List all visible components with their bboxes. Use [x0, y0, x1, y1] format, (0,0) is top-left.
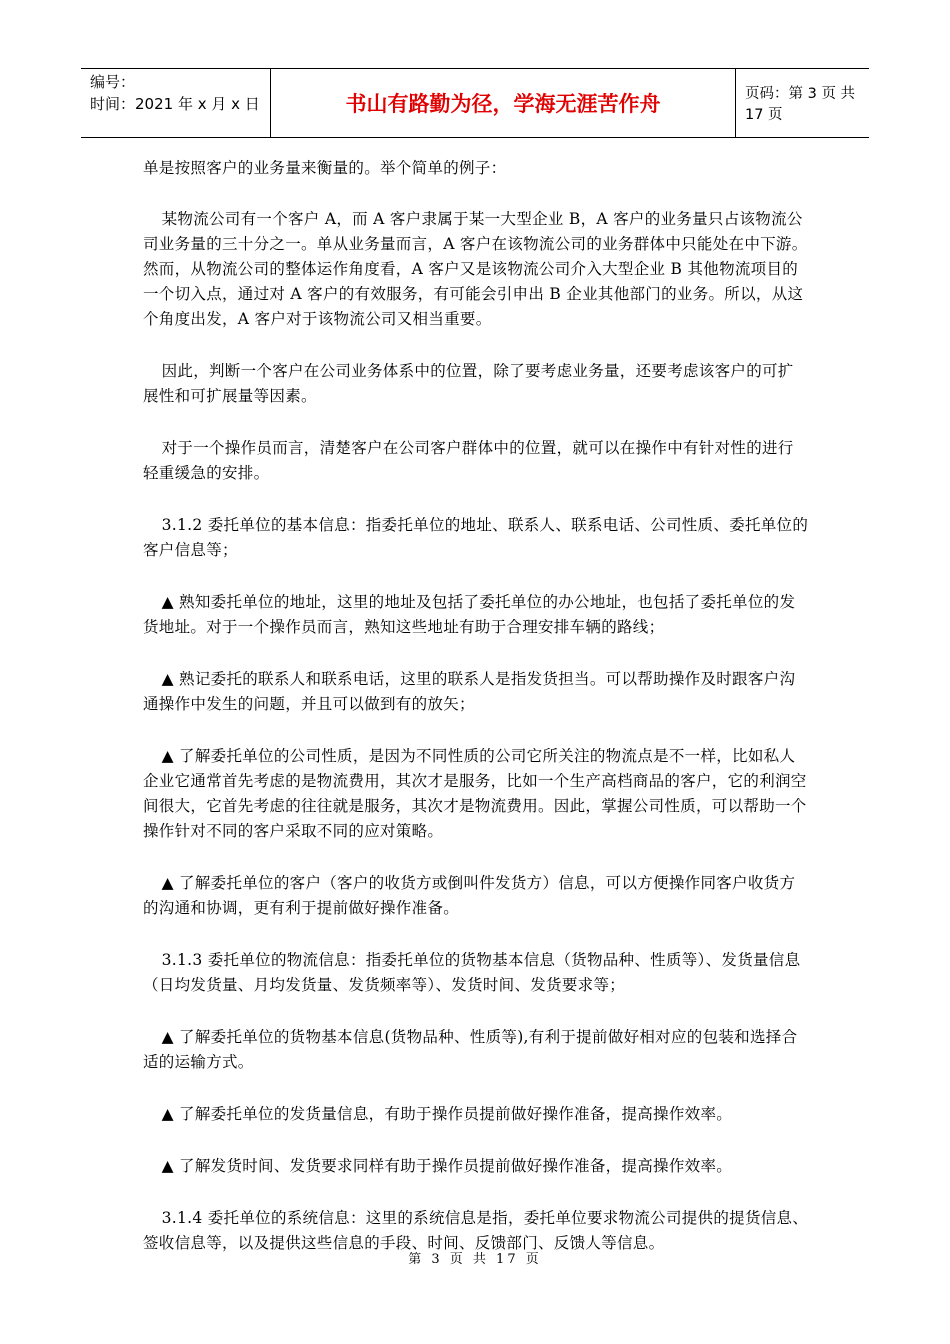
section-heading-3-1-2: 3.1.2 委托单位的基本信息：指委托单位的地址、联系人、联系电话、公司性质、委托单位的客户信息等； [143, 516, 809, 559]
paragraph: 对于一个操作员而言，清楚客户在公司客户群体中的位置，就可以在操作中有针对性的进行轻重缓急的安排。 [143, 439, 794, 482]
page-footer: 第 3 页 共 17 页 [408, 1252, 542, 1267]
paragraph: 因此，判断一个客户在公司业务体系中的位置，除了要考虑业务量，还要考虑该客户的可扩展性和可扩展量等因素。 [143, 362, 794, 405]
section-heading-3-1-3: 3.1.3 委托单位的物流信息：指委托单位的货物基本信息（货物品种、性质等）、发货量信息（日均发货量、月均发货量、发货频率等）、发货时间、发货要求等； [143, 951, 801, 994]
document-body [143, 156, 809, 1283]
bullet-paragraph: ▲ 了解委托单位的公司性质，是因为不同性质的公司它所关注的物流点是不一样，比如私人企业它通常首先考虑的是物流费用，其次才是服务，比如一个生产高档商品的客户，它的利润空间很大，它首先考虑的往往就是服务，其次才是物流费用。因此，掌握公司性质，可以帮助一个操作针对不同的客户采取不同的应对策略。 [143, 747, 807, 840]
bullet-paragraph: ▲ 了解委托单位的货物基本信息(货物品种、性质等),有利于提前做好相对应的包装和选择合适的运输方式。 [143, 1028, 798, 1071]
bullet-paragraph: ▲ 了解发货时间、发货要求同样有助于操作员提前做好操作准备，提高操作效率。 [161, 1157, 733, 1175]
bullet-paragraph: ▲ 熟记委托的联系人和联系电话，这里的联系人是指发货担当。可以帮助操作及时跟客户沟通操作中发生的问题，并且可以做到有的放矢； [143, 670, 796, 713]
header-motto: 书山有路勤为径，学海无涯苦作舟 [271, 69, 736, 137]
header-page-info: 页码：第 3 页 共 17 页 [745, 86, 856, 123]
section-heading-3-1-4: 3.1.4 委托单位的系统信息：这里的系统信息是指，委托单位要求物流公司提供的提货信息、签收信息等，以及提供这些信息的手段、时间、反馈部门、反馈人等信息。 [143, 1209, 809, 1252]
bullet-paragraph: ▲ 熟知委托单位的地址，这里的地址及包括了委托单位的办公地址，也包括了委托单位的发货地址。对于一个操作员而言，熟知这些地址有助于合理安排车辆的路线； [143, 593, 796, 636]
code-label: 编号： [90, 73, 136, 91]
bullet-paragraph: ▲ 了解委托单位的客户（客户的收货方或倒叫件发货方）信息，可以方便操作同客户收货方的沟通和协调，更有利于提前做好操作准备。 [143, 874, 796, 917]
page-header [81, 68, 869, 138]
paragraph: 某物流公司有一个客户 A，而 A 客户隶属于某一大型企业 B，A 客户的业务量只占该物流公司业务量的三十分之一。单从业务量而言，A 客户在该物流公司的业务群体中只能处在中下游。然而，从物流公司的整体运作角度看，A 客户又是该物流公司介入大型企业 B 其他物流项目的一个切入点，通过对 A 客户的有效服务，有可能会引申出 B 企业其他部门的业务。所以，从这个角度出发，A 客户对于该物流公司又相当重要。 [143, 210, 808, 328]
header-meta [81, 69, 271, 137]
date-label: 时间：2021 年 x 月 x 日 [90, 95, 260, 113]
paragraph: 单是按照客户的业务量来衡量的。举个简单的例子： [143, 159, 507, 177]
bullet-paragraph: ▲ 了解委托单位的发货量信息，有助于操作员提前做好操作准备，提高操作效率。 [161, 1105, 733, 1123]
